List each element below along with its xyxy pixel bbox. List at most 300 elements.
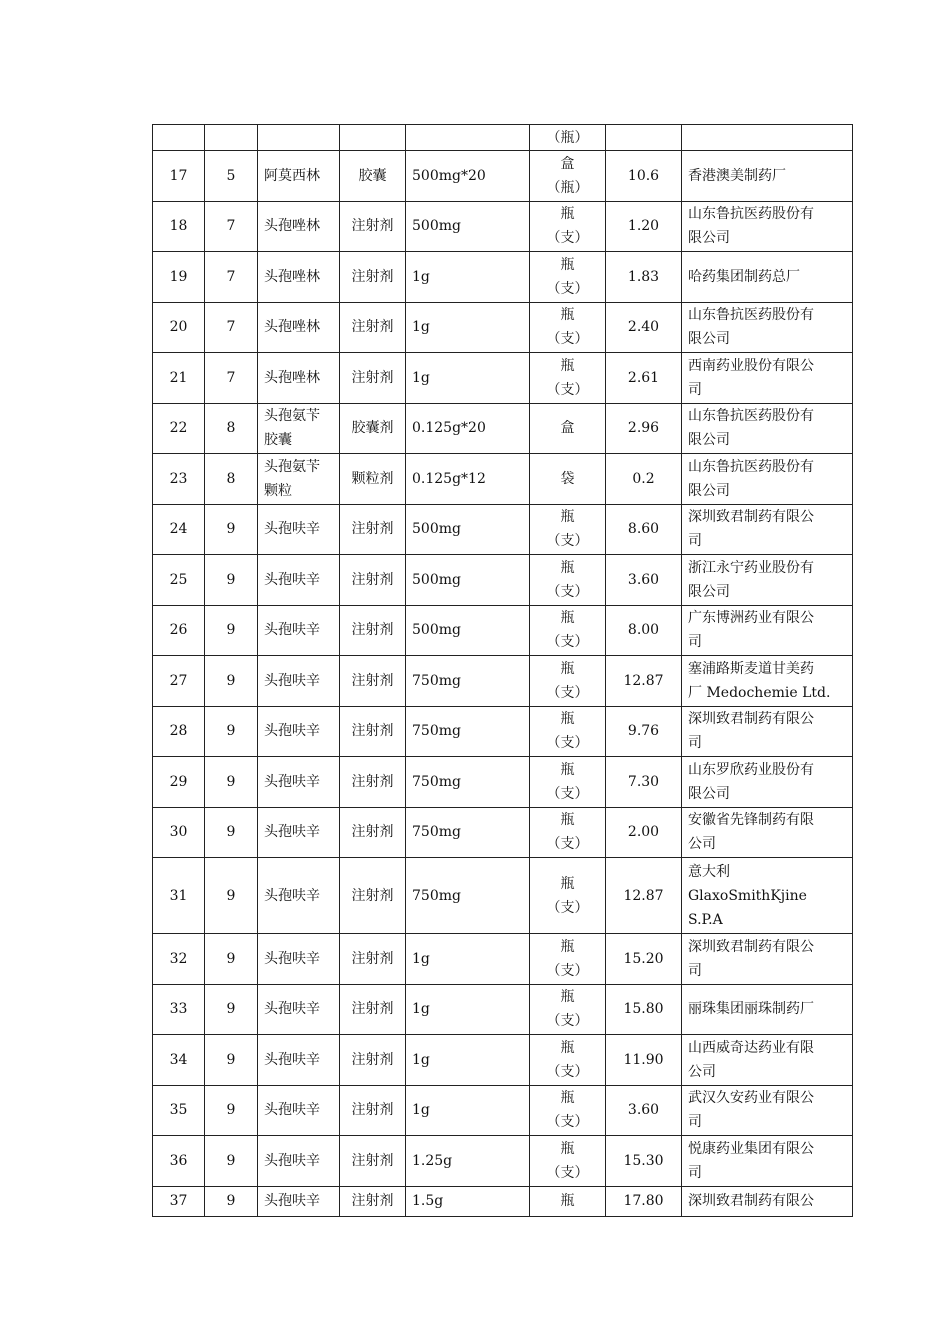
cell-unit — [530, 454, 606, 505]
cell-unit-text: 瓶 — [560, 256, 575, 273]
cell-unit — [530, 1136, 606, 1187]
cell-spec-text: 750mg — [412, 824, 461, 841]
cell-name-text: 头孢呋辛 — [264, 521, 320, 538]
cell-company — [682, 1035, 853, 1086]
cell-spec-text: 1g — [412, 950, 430, 967]
cell-form-text: 颗粒剂 — [351, 470, 394, 487]
cell-price-text: 3.60 — [627, 1102, 660, 1119]
cell-unit-text: 瓶 — [560, 509, 575, 526]
cell-form — [340, 454, 406, 505]
cell-unit-text: 瓶 — [560, 610, 575, 627]
cell-no — [153, 1136, 205, 1187]
cell-group-text: 9 — [226, 672, 236, 689]
cell-name — [258, 302, 340, 353]
cell-company-text: 悦康药业集团有限公 — [688, 1140, 814, 1157]
cell-spec — [406, 252, 530, 303]
cell-company — [682, 605, 853, 656]
cell-no-text: 22 — [169, 420, 188, 437]
cell-unit — [530, 984, 606, 1035]
table-row — [153, 302, 853, 353]
cell-form — [340, 252, 406, 303]
cell-group — [205, 984, 258, 1035]
cell-form-text: 注射剂 — [351, 887, 394, 904]
cell-price — [606, 555, 682, 606]
cell-company — [682, 1186, 853, 1216]
cell-group-text: 9 — [226, 723, 236, 740]
cell-form-text: 注射剂 — [351, 950, 394, 967]
cell-form — [340, 302, 406, 353]
cell-name — [258, 807, 340, 858]
cell-form-text: 注射剂 — [351, 723, 394, 740]
table-row — [153, 656, 853, 707]
cell-no-text: 33 — [169, 1001, 188, 1018]
cell-form — [340, 504, 406, 555]
cell-name-text: 头孢呋辛 — [264, 1102, 320, 1119]
cell-unit — [530, 807, 606, 858]
cell-form-text: 注射剂 — [351, 571, 394, 588]
cell-no-text: 26 — [169, 622, 188, 639]
cell-unit-text: 瓶 — [560, 1039, 575, 1056]
cell-price — [606, 151, 682, 202]
cell-spec — [406, 757, 530, 808]
cell-spec — [406, 656, 530, 707]
cell-group-text: 9 — [226, 887, 236, 904]
cell-group — [205, 934, 258, 985]
cell-group-text: 9 — [226, 521, 236, 538]
cell-no-text: 36 — [169, 1152, 188, 1169]
cell-name — [258, 934, 340, 985]
cell-form-text: 注射剂 — [351, 369, 394, 386]
cell-form-text: 注射剂 — [351, 1152, 394, 1169]
cell-group — [205, 504, 258, 555]
cell-name — [258, 1136, 340, 1187]
cell-company-text: 山东鲁抗医药股份有 — [688, 206, 814, 223]
cell-no — [153, 934, 205, 985]
cell-group-text: 9 — [226, 1051, 236, 1068]
cell-unit-text: （支） — [546, 634, 589, 651]
cell-unit — [530, 252, 606, 303]
cell-name-text: 头孢唑林 — [264, 268, 320, 285]
cell-name — [258, 757, 340, 808]
cell-no-text: 17 — [169, 167, 188, 184]
cell-name — [258, 1085, 340, 1136]
cell-spec-text: 1.5g — [412, 1193, 444, 1209]
cell-no-text: 30 — [169, 824, 188, 841]
cell-unit-text: （支） — [546, 280, 589, 297]
cell-group — [205, 403, 258, 454]
cell-company-text: 广东博洲药业有限公 — [688, 610, 814, 627]
cell-spec-text: 1g — [412, 1102, 430, 1119]
cell-form-text: 注射剂 — [351, 319, 394, 336]
cell-spec — [406, 125, 530, 151]
cell-company — [682, 302, 853, 353]
cell-unit-text: （支） — [546, 381, 589, 398]
cell-group-text: 9 — [226, 1001, 236, 1018]
cell-form-text: 胶囊 — [358, 167, 387, 184]
cell-price — [606, 656, 682, 707]
cell-form — [340, 706, 406, 757]
cell-company — [682, 151, 853, 202]
cell-no-text: 31 — [169, 887, 188, 904]
cell-no-text: 18 — [169, 218, 188, 235]
cell-name — [258, 454, 340, 505]
cell-name-text: 颗粒 — [264, 482, 292, 499]
cell-spec-text: 1g — [412, 369, 430, 386]
cell-company-text: 山东鲁抗医药股份有 — [688, 408, 814, 425]
cell-no — [153, 807, 205, 858]
table-row — [153, 504, 853, 555]
cell-company-text: 公司 — [688, 1063, 716, 1080]
cell-no — [153, 1085, 205, 1136]
table-row — [153, 858, 853, 934]
cell-price — [606, 1085, 682, 1136]
cell-no — [153, 757, 205, 808]
cell-no — [153, 454, 205, 505]
cell-form — [340, 125, 406, 151]
cell-company — [682, 1136, 853, 1187]
cell-form-text: 注射剂 — [351, 824, 394, 841]
cell-unit-text: （支） — [546, 735, 589, 752]
cell-company — [682, 504, 853, 555]
cell-unit — [530, 201, 606, 252]
cell-price — [606, 353, 682, 404]
cell-unit — [530, 151, 606, 202]
cell-group — [205, 1186, 258, 1216]
cell-company-text: GlaxoSmithKjine — [688, 887, 807, 904]
cell-company-text: 丽珠集团丽珠制药厂 — [688, 1001, 814, 1018]
cell-no — [153, 605, 205, 656]
cell-unit-text: 瓶 — [560, 1193, 575, 1209]
cell-price-text: 8.00 — [627, 622, 660, 639]
cell-no-text: 24 — [169, 521, 188, 538]
cell-spec-text: 750mg — [412, 723, 461, 740]
cell-no — [153, 706, 205, 757]
cell-group-text: 9 — [226, 571, 236, 588]
cell-price-text: 7.30 — [627, 773, 660, 790]
cell-price — [606, 1186, 682, 1216]
cell-unit-text: 盒 — [560, 155, 575, 172]
cell-spec — [406, 454, 530, 505]
cell-no — [153, 252, 205, 303]
cell-name-text: 头孢唑林 — [264, 319, 320, 336]
cell-company-text: 安徽省先锋制药有限 — [688, 812, 814, 829]
cell-spec-text: 500mg*20 — [412, 167, 486, 184]
cell-price-text: 1.83 — [627, 268, 660, 285]
cell-price — [606, 807, 682, 858]
cell-company — [682, 934, 853, 985]
cell-no — [153, 858, 205, 934]
table-row — [153, 605, 853, 656]
cell-company-text: 限公司 — [688, 230, 730, 247]
cell-company-text: 限公司 — [688, 331, 730, 348]
cell-company — [682, 984, 853, 1035]
cell-no — [153, 403, 205, 454]
cell-name-text: 头孢呋辛 — [264, 773, 320, 790]
cell-unit-text: （支） — [546, 1114, 589, 1131]
cell-group — [205, 454, 258, 505]
cell-unit-text: （支） — [546, 836, 589, 853]
cell-price — [606, 858, 682, 934]
cell-spec-text: 500mg — [412, 571, 461, 588]
cell-price-text: 2.96 — [627, 420, 660, 437]
cell-company-text: 深圳致君制药有限公 — [688, 711, 814, 728]
cell-price — [606, 1035, 682, 1086]
cell-unit-text: 瓶 — [560, 1090, 575, 1107]
cell-company-text: 公司 — [688, 836, 716, 853]
cell-form — [340, 353, 406, 404]
cell-unit — [530, 302, 606, 353]
cell-spec — [406, 151, 530, 202]
cell-spec — [406, 984, 530, 1035]
cell-price — [606, 252, 682, 303]
cell-spec-text: 0.125g*20 — [412, 420, 486, 437]
cell-company-text: 限公司 — [688, 785, 730, 802]
cell-group — [205, 151, 258, 202]
cell-company-text: 司 — [688, 962, 702, 979]
cell-price — [606, 984, 682, 1035]
cell-company-text: 山西威奇达药业有限 — [688, 1039, 814, 1056]
cell-company-text: 浙江永宁药业股份有 — [688, 559, 814, 576]
cell-unit — [530, 706, 606, 757]
cell-group — [205, 1035, 258, 1086]
cell-group — [205, 353, 258, 404]
cell-no — [153, 151, 205, 202]
cell-company-text: 厂 Medochemie Ltd. — [688, 684, 831, 701]
cell-unit-text: 瓶 — [560, 206, 575, 223]
cell-spec — [406, 403, 530, 454]
cell-no — [153, 656, 205, 707]
cell-group-text: 7 — [226, 319, 236, 336]
cell-spec — [406, 934, 530, 985]
cell-company — [682, 858, 853, 934]
cell-no-text: 20 — [169, 319, 188, 336]
table-row — [153, 353, 853, 404]
cell-company-text: 深圳致君制药有限公 — [688, 509, 814, 526]
cell-spec-text: 1.25g — [412, 1152, 453, 1169]
cell-price-text: 1.20 — [627, 218, 660, 235]
cell-unit — [530, 504, 606, 555]
cell-unit-text: （支） — [546, 230, 589, 247]
cell-group — [205, 706, 258, 757]
cell-spec-text: 500mg — [412, 521, 461, 538]
cell-spec — [406, 1085, 530, 1136]
cell-form — [340, 984, 406, 1035]
cell-company — [682, 125, 853, 151]
cell-price — [606, 125, 682, 151]
cell-name — [258, 656, 340, 707]
cell-unit-text: （支） — [546, 1063, 589, 1080]
cell-company-text: 司 — [688, 381, 702, 398]
cell-price-text: 15.80 — [623, 1001, 664, 1018]
cell-spec-text: 500mg — [412, 622, 461, 639]
cell-form — [340, 555, 406, 606]
cell-name-text: 头孢呋辛 — [264, 1193, 320, 1209]
cell-form-text: 注射剂 — [351, 622, 394, 639]
cell-unit — [530, 858, 606, 934]
cell-unit-text: 瓶 — [560, 711, 575, 728]
cell-no — [153, 504, 205, 555]
cell-price-text: 12.87 — [623, 887, 664, 904]
cell-group-text: 5 — [226, 167, 236, 184]
cell-form-text: 注射剂 — [351, 268, 394, 285]
cell-name-text: 头孢呋辛 — [264, 1001, 320, 1018]
cell-company-text: 司 — [688, 1114, 702, 1131]
cell-spec-text: 750mg — [412, 773, 461, 790]
cell-no-text: 34 — [169, 1051, 188, 1068]
cell-company-text: 西南药业股份有限公 — [688, 357, 814, 374]
cell-company-text: 武汉久安药业有限公 — [688, 1090, 814, 1107]
cell-company — [682, 454, 853, 505]
table-row — [153, 454, 853, 505]
cell-name — [258, 504, 340, 555]
cell-group-text: 7 — [226, 268, 236, 285]
cell-company-text: 司 — [688, 634, 702, 651]
cell-price-text: 3.60 — [627, 571, 660, 588]
cell-price-text: 8.60 — [627, 521, 660, 538]
cell-company-text: 深圳致君制药有限公 — [688, 1193, 814, 1209]
cell-unit-text: （支） — [546, 684, 589, 701]
cell-form-text: 注射剂 — [351, 521, 394, 538]
cell-company-text: 深圳致君制药有限公 — [688, 938, 814, 955]
cell-price-text: 0.2 — [632, 470, 655, 487]
cell-spec — [406, 1035, 530, 1086]
cell-unit — [530, 1035, 606, 1086]
cell-name-text: 阿莫西林 — [264, 167, 320, 184]
cell-price-text: 17.80 — [623, 1193, 664, 1209]
cell-unit-text: 瓶 — [560, 559, 575, 576]
cell-form-text: 注射剂 — [351, 1193, 394, 1209]
cell-name — [258, 555, 340, 606]
cell-no — [153, 984, 205, 1035]
cell-price-text: 12.87 — [623, 672, 664, 689]
cell-name-text: 头孢呋辛 — [264, 1051, 320, 1068]
cell-unit — [530, 757, 606, 808]
cell-form — [340, 807, 406, 858]
cell-unit-text: 瓶 — [560, 938, 575, 955]
cell-name-text: 头孢呋辛 — [264, 571, 320, 588]
cell-no — [153, 555, 205, 606]
cell-spec-text: 1g — [412, 319, 430, 336]
table-row — [153, 1085, 853, 1136]
cell-group — [205, 125, 258, 151]
cell-unit-text: （支） — [546, 962, 589, 979]
cell-spec — [406, 504, 530, 555]
cell-company-text: 司 — [688, 1164, 702, 1181]
cell-form — [340, 1035, 406, 1086]
cell-group — [205, 656, 258, 707]
cell-no-text: 23 — [169, 470, 188, 487]
cell-group-text: 7 — [226, 218, 236, 235]
cell-price-text: 9.76 — [627, 723, 660, 740]
cell-no-text: 25 — [169, 571, 188, 588]
cell-form — [340, 151, 406, 202]
cell-form — [340, 1136, 406, 1187]
cell-unit-text: 瓶 — [560, 307, 575, 324]
cell-group — [205, 555, 258, 606]
cell-name — [258, 605, 340, 656]
cell-no — [153, 201, 205, 252]
table-row — [153, 151, 853, 202]
cell-company — [682, 555, 853, 606]
cell-name — [258, 125, 340, 151]
cell-company — [682, 656, 853, 707]
cell-name-text: 头孢呋辛 — [264, 672, 320, 689]
cell-group — [205, 858, 258, 934]
cell-form — [340, 1186, 406, 1216]
cell-form-text: 注射剂 — [351, 218, 394, 235]
cell-company-text: 塞浦路斯麦道甘美药 — [688, 660, 814, 677]
cell-form — [340, 403, 406, 454]
cell-form — [340, 656, 406, 707]
cell-spec-text: 750mg — [412, 887, 461, 904]
cell-price — [606, 757, 682, 808]
cell-spec-text: 500mg — [412, 218, 461, 235]
cell-spec — [406, 353, 530, 404]
cell-company — [682, 201, 853, 252]
table-body — [153, 125, 853, 1217]
cell-company-text: 山东鲁抗医药股份有 — [688, 458, 814, 475]
table-row — [153, 1136, 853, 1187]
cell-name-text: 胶囊 — [264, 432, 292, 449]
cell-unit — [530, 934, 606, 985]
cell-spec — [406, 302, 530, 353]
cell-spec — [406, 1186, 530, 1216]
cell-name-text: 头孢呋辛 — [264, 622, 320, 639]
cell-name — [258, 201, 340, 252]
cell-spec-text: 1g — [412, 1051, 430, 1068]
cell-unit-text: 瓶 — [560, 989, 575, 1006]
cell-no — [153, 1035, 205, 1086]
cell-price — [606, 302, 682, 353]
table-row — [153, 807, 853, 858]
cell-company-text: 限公司 — [688, 432, 730, 449]
cell-spec — [406, 605, 530, 656]
cell-form — [340, 934, 406, 985]
table-row-continuation — [153, 125, 853, 151]
cell-group — [205, 807, 258, 858]
cell-unit — [530, 605, 606, 656]
cell-unit-text: 瓶 — [560, 1140, 575, 1157]
cell-form — [340, 858, 406, 934]
cell-form — [340, 201, 406, 252]
cell-form-text: 胶囊剂 — [351, 420, 394, 437]
cell-group-text: 9 — [226, 1152, 236, 1169]
cell-group-text: 9 — [226, 950, 236, 967]
cell-unit-text: （支） — [546, 899, 589, 916]
cell-unit-text: （支） — [546, 785, 589, 802]
cell-spec-text: 750mg — [412, 672, 461, 689]
cell-name — [258, 706, 340, 757]
cell-name-text: 头孢唑林 — [264, 369, 320, 386]
cell-company — [682, 1085, 853, 1136]
cell-unit — [530, 353, 606, 404]
cell-no — [153, 125, 205, 151]
cell-price — [606, 201, 682, 252]
cell-group-text: 9 — [226, 1193, 236, 1209]
table-row — [153, 706, 853, 757]
cell-name — [258, 403, 340, 454]
cell-company-text: 山东鲁抗医药股份有 — [688, 307, 814, 324]
cell-name — [258, 1035, 340, 1086]
cell-name — [258, 1186, 340, 1216]
table-row — [153, 984, 853, 1035]
cell-price-text: 10.6 — [627, 167, 660, 184]
cell-price — [606, 706, 682, 757]
cell-unit-text: 瓶 — [560, 357, 575, 374]
cell-group — [205, 605, 258, 656]
cell-unit — [530, 1186, 606, 1216]
cell-unit — [530, 403, 606, 454]
